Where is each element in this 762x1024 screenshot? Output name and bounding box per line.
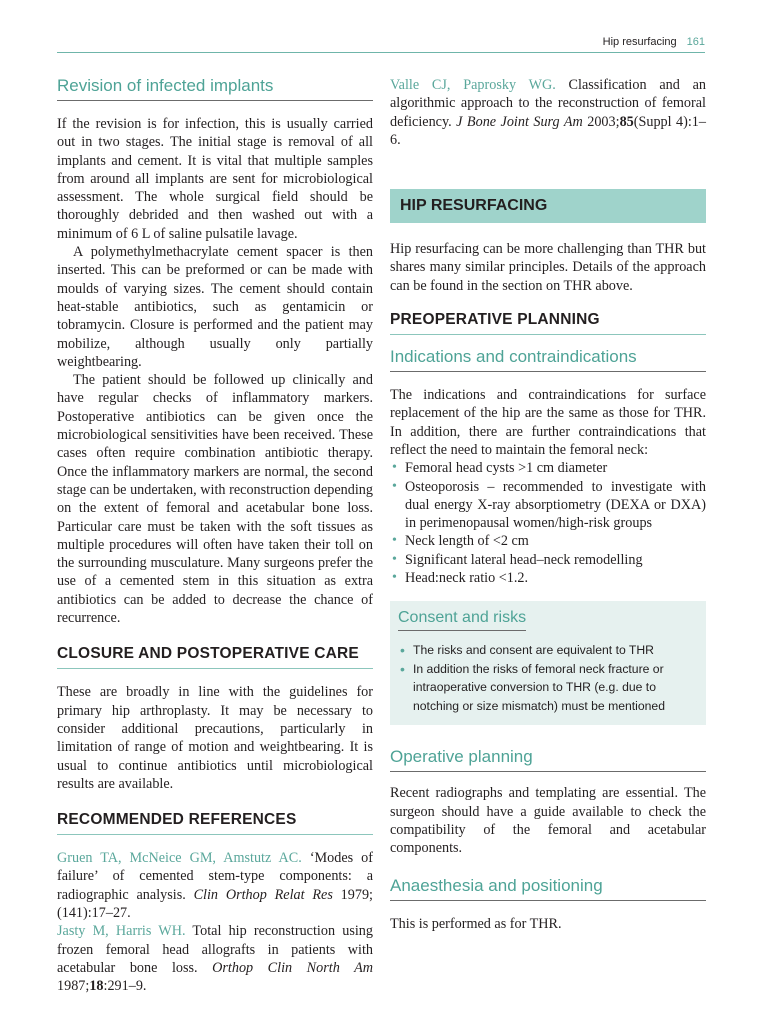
consent-box [390,601,706,725]
references-heading: RECOMMENDED REFERENCES [57,811,373,835]
continued-reference-journal: J Bone Joint Surg Am [456,113,583,130]
operative-paragraph: Recent radiographs and templating are essential. The surgeon should have a guide available to check the compatibility of the femoral and acetabular components. [390,785,706,857]
consent-heading: Consent and risks [398,609,526,631]
reference-2-authors: Jasty M, Harris WH. [57,923,186,940]
closure-paragraph: These are broadly in line with the guidelines for primary hip arthroplasty. It may be necessary to consider additional precautions, particularly in limitation of range of motion and weightbearing. It is usual to continue antibiotics until microbiological results are available. [57,684,373,792]
closure-heading: CLOSURE AND POSTOPERATIVE CARE [57,645,373,669]
reference-1: Gruen TA, McNeice GM, Amstutz AC. ‘Modes of failure’ of cemented stem-type components: a radiographic analysis. Clin Orthop Relat Res 1979;(141):17–27. [57,850,374,921]
right-column [390,76,706,933]
revision-paragraph-1: If the revision is for infection, this is usually carried out in two stages. The initial stage is removal of all implants and cement. It is vital that multiple samples from around all implants are sent for microbiological assessment. The whole surgical field should be thoroughly debrided and then washed out with a minimum of 6 L of saline pulsatile lavage. [57,116,373,242]
revision-paragraph-2: A polymethylmethacrylate cement spacer is then inserted. This can be preformed or can be made with moulds of varying sizes. The cement should contain heat-stable antibiotics, such as gentamicin or tobramycin. Closure is performed and the patient may mobilize, although usually only partially weightbearing. [57,244,373,370]
anaesthesia-heading: Anaesthesia and positioning [390,876,706,901]
indications-paragraph: The indications and contraindications for surface replacement of the hip are the same as those for THR. In addition, there are further contraindications that reflect the need to maintain the femoral neck: [390,387,706,458]
indications-heading: Indications and contraindications [390,347,706,372]
running-head [57,36,705,53]
preop-heading: PREOPERATIVE PLANNING [390,311,706,335]
consent-list [398,641,696,715]
reference-1-authors: Gruen TA, McNeice GM, Amstutz AC. [57,850,302,867]
revision-paragraph-3: The patient should be followed up clinically and have regular checks of inflammatory markers. Postoperative antibiotics can be given once the microbiological sensitivities have been received. These cases often require combination antibiotic therapy. Once the inflammatory markers are normal, the second stage can be undertaken, with reconstruction depending on the extent of femoral and acetabular bone loss. Particular care must be taken with the soft tissues as multiple procedures will often have taken their toll on the surrounding musculature. Many surgeons prefer the use of a cemented stem in this situation as extra antibiotics can be added to decrease the chance of recurrence. [57,372,373,627]
reference-1-journal: Clin Orthop Relat Res [193,886,333,903]
continued-reference-authors: Valle CJ, Paprosky WG. [390,77,556,93]
list-item: • Neck length of <2 cm [390,532,706,550]
hip-resurfacing-banner: HIP RESURFACING [390,189,706,223]
running-head-title: Hip resurfacing [602,36,677,48]
list-item: • Osteoporosis – recommended to investigate with dual energy X-ray absorptiometry (DEXA or DXA) in perimenopausal women/high-risk groups [390,478,706,533]
page-number: 161 [686,36,705,48]
list-item: • Femoral head cysts >1 cm diameter [390,459,706,477]
anaesthesia-paragraph: This is performed as for THR. [390,915,562,932]
list-item: • Significant lateral head–neck remodelling [390,551,706,569]
reference-2-journal: Orthop Clin North Am [212,959,373,976]
list-item: • In addition the risks of femoral neck fracture or intraoperative conversion to THR (e.g. due to notching or size mismatch) must be mentioned [398,660,696,716]
intro-paragraph: Hip resurfacing can be more challenging than THR but shares many similar principles. Details of the approach can be found in the section on THR above. [390,241,706,294]
revision-heading: Revision of infected implants [57,76,373,101]
contraindications-list [390,459,706,587]
left-column [57,76,373,995]
list-item: • Head:neck ratio <1.2. [390,569,706,587]
list-item: • The risks and consent are equivalent to THR [398,641,696,660]
operative-heading: Operative planning [390,747,706,772]
continued-reference: Valle CJ, Paprosky WG. Classification and an algorithmic approach to the reconstruction of femoral deficiency. J Bone Joint Surg Am 2003;85(Suppl 4):1–6. [390,77,706,148]
reference-2: Jasty M, Harris WH. Total hip reconstruction using frozen femoral head allografts in patients with acetabular bone loss. Orthop Clin North Am 1987;18:291–9. [57,923,373,995]
